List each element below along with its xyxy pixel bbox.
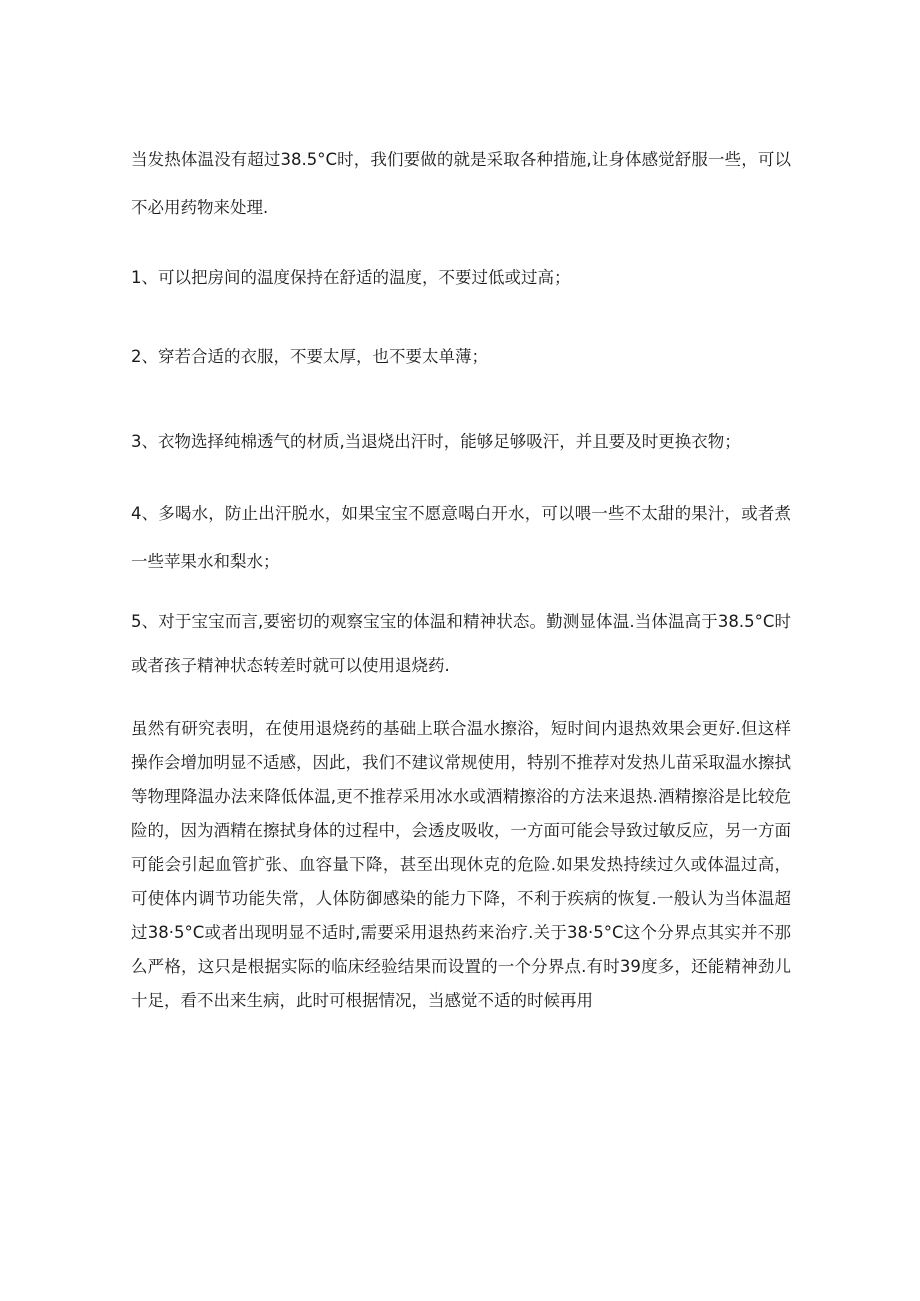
list-item-1: 1、可以把房间的温度保持在舒适的温度，不要过低或过高；: [131, 268, 571, 287]
intro-paragraph: 当发热体温没有超过38.5°C时，我们要做的就是采取各种措施,让身体感觉舒服一些，可以不必用药物来处理.: [131, 150, 791, 217]
list-item-2: 2、穿若合适的衣服，不要太厚，也不要太单薄；: [131, 347, 488, 366]
main-paragraph: 虽然有研究表明，在使用退烧药的基础上联合温水擦浴，短时间内退热效果会更好.但这样操作会增加明显不适感，因此，我们不建议常规使用，特别不推荐对发热儿苗采取温水擦拭等物理降温办法来降低体温,更不推荐采用冰水或酒精擦浴的方法来退热.酒精擦浴是比较危险的，因为酒精在擦拭身体的过程中，会透皮吸收，一方面可能会导致过敏反应，另一方面可能会引起血管扩张、血容量下降，甚至出现休克的危险.如果发热持续过久或体温过高，可使体内调节功能失常，人体防御感染的能力下降，不利于疾病的恢复.一般认为当体温超过38·5°C或者出现明显不适时,需要采用退热药来治疗.关于38·5°C这个分界点其实并不那么严格，这只是根据实际的临床经验结果而设置的一个分界点.有时39度多，还能精神劲儿十足，看不出来生病，此时可根据情况，当感觉不适的时候再用: [131, 719, 791, 1010]
list-item-4: 4、多喝水，防止出汗脱水，如果宝宝不愿意喝白开水，可以喂一些不太甜的果汁，或者煮一些苹果水和梨水；: [131, 504, 791, 571]
list-item-5: 5、对于宝宝而言,要密切的观察宝宝的体温和精神状态。勤测显体温.当体温高于38.5°C时或者孩子精神状态转差时就可以使用退烧药.: [131, 612, 791, 675]
list-item-3: 3、衣物选择纯棉透气的材质,当退烧出汗时，能够足够吸汗，并且要及时更换衣物；: [131, 432, 741, 451]
